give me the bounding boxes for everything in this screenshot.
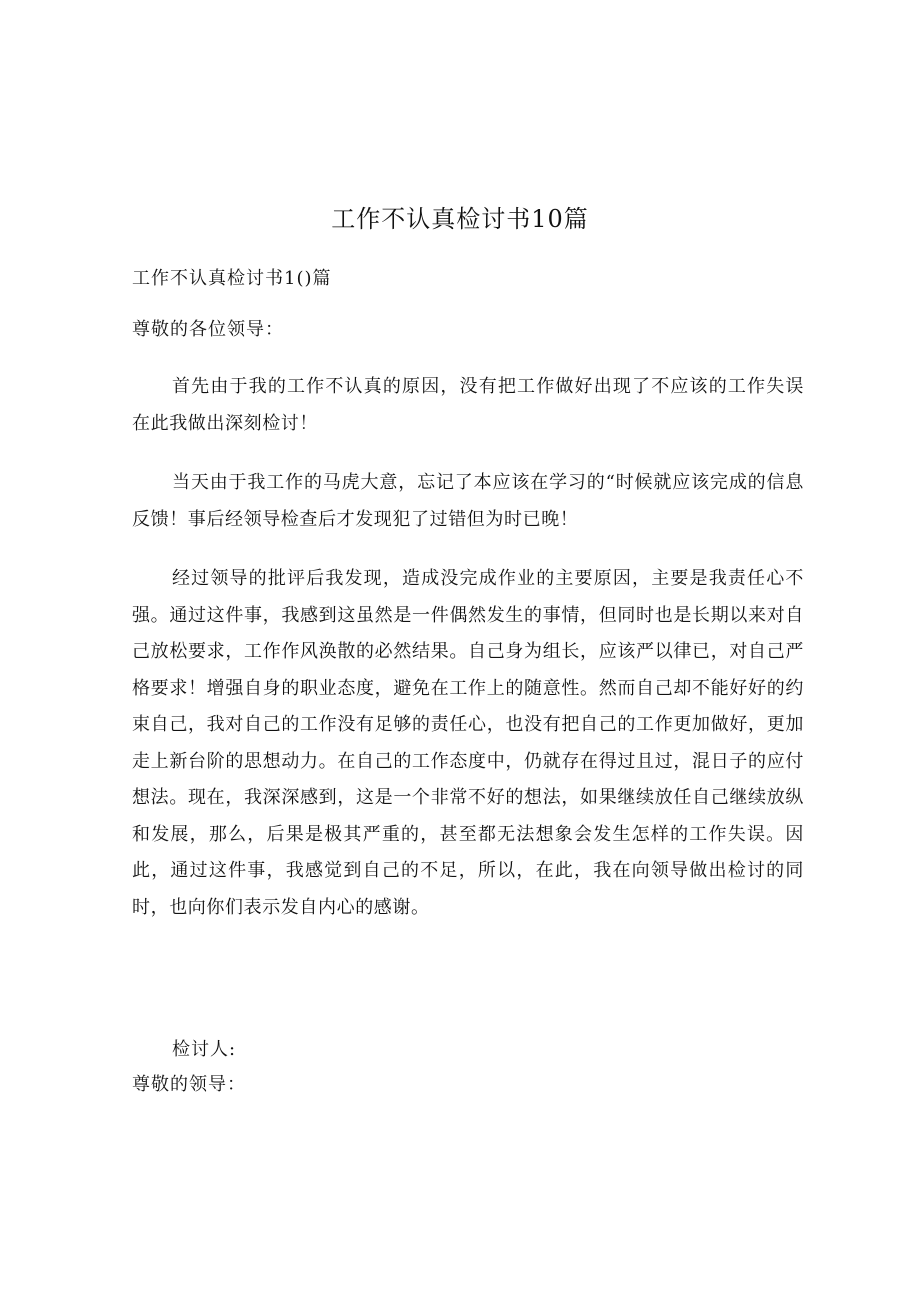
second-salutation: 尊敬的领导： <box>132 1074 246 1095</box>
body-paragraph-3: 经过领导的批评后我发现，造成没完成作业的主要原因，主要是我责任心不强。通过这件事，我感到这虽然是一件偶然发生的事情，但同时也是长期以来对自己放松要求，工作作风涣散的必然结果。自己身为组长，应该严以律已，对自己严格要求！增强自身的职业态度，避免在工作上的随意性。然而自己却不能好好的约束自己，我对自己的工作没有足够的责任心，也没有把自己的工作更加做好，更加走上新台阶的思想动力。在自己的工作态度中，仍就存在得过且过，混日子的应付想法。现在，我深深感到，这是一个非常不好的想法，如果继续放任自己继续放纵和发展，那么，后果是极其严重的，甚至都无法想象会发生怎样的工作失误。因此，通过这件事，我感觉到自己的不足，所以，在此，我在向领导做出检讨的同时，也向你们表示发自内心的感谢。 <box>132 568 804 918</box>
body-paragraph-1: 首先由于我的工作不认真的原因，没有把工作做好出现了不应该的工作失误在此我做出深刻检讨！ <box>132 376 804 434</box>
signer-label: 检讨人: <box>172 1039 237 1060</box>
document-title: 工作不认真检讨书10篇 <box>331 205 589 233</box>
salutation: 尊敬的各位领导： <box>132 319 284 340</box>
document-subtitle: 工作不认真检讨书1()篇 <box>132 268 332 289</box>
body-paragraph-2: 当天由于我工作的马虎大意，忘记了本应该在学习的“时候就应该完成的信息反馈！事后经领导检查后才发现犯了过错但为时已晚！ <box>132 472 804 530</box>
